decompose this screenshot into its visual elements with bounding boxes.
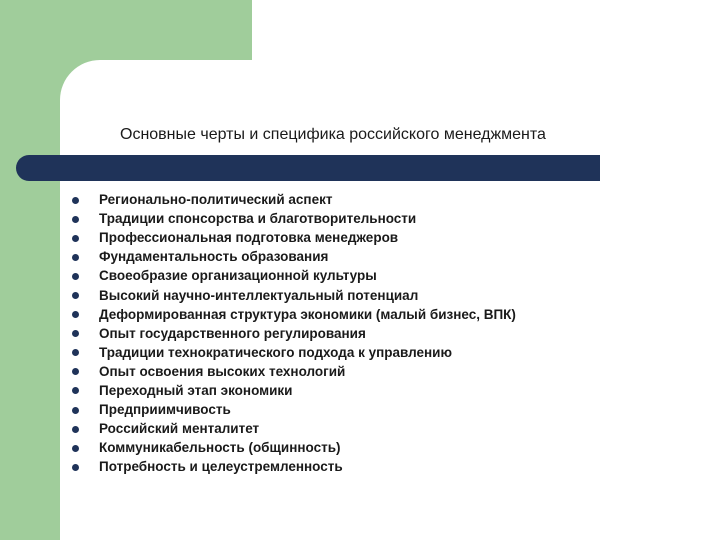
list-item — [72, 228, 516, 247]
list-item — [72, 247, 516, 266]
bullet-dot-icon — [72, 292, 79, 299]
list-item-text: Коммуникабельность (общинность) — [99, 440, 341, 456]
list-item — [72, 324, 516, 343]
bullet-dot-icon — [72, 216, 79, 223]
list-item — [72, 305, 516, 324]
bullet-dot-icon — [72, 273, 79, 280]
list-item — [72, 343, 516, 362]
list-item-text: Своеобразие организационной культуры — [99, 268, 377, 284]
list-item-text: Опыт государственного регулирования — [99, 325, 366, 341]
list-item-text: Традиции спонсорства и благотворительности — [99, 211, 417, 227]
title-underline-bar — [16, 155, 600, 181]
bullet-dot-icon — [72, 407, 79, 414]
bullet-dot-icon — [72, 349, 79, 356]
bullet-dot-icon — [72, 445, 79, 452]
list-item — [72, 419, 516, 438]
list-item-text: Потребность и целеустремленность — [99, 459, 343, 475]
bullet-list — [72, 190, 516, 476]
list-item — [72, 457, 516, 476]
list-item — [72, 381, 516, 400]
list-item-text: Переходный этап экономики — [99, 382, 293, 398]
bullet-dot-icon — [72, 368, 79, 375]
list-item — [72, 209, 516, 228]
list-item — [72, 190, 516, 209]
list-item — [72, 362, 516, 381]
list-item-text: Профессиональная подготовка менеджеров — [99, 230, 399, 246]
list-item — [72, 266, 516, 285]
bullet-dot-icon — [72, 235, 79, 242]
list-item-text: Высокий научно-интеллектуальный потенциал — [99, 287, 419, 303]
list-item-text: Предприимчивость — [99, 402, 231, 418]
list-item — [72, 285, 516, 304]
slide-title: Основные черты и специфика российского менеджмента — [120, 126, 546, 143]
list-item-text: Российский менталитет — [99, 421, 260, 437]
list-item-text: Традиции технократического подхода к управлению — [99, 344, 453, 360]
bullet-dot-icon — [72, 254, 79, 261]
list-item-text: Регионально-политический аспект — [99, 192, 333, 208]
bullet-dot-icon — [72, 197, 79, 204]
list-item-text: Фундаментальность образования — [99, 249, 329, 265]
list-item-text: Деформированная структура экономики (малый бизнес, ВПК) — [99, 306, 516, 322]
list-item-text: Опыт освоения высоких технологий — [99, 363, 346, 379]
list-item — [72, 438, 516, 457]
bullet-dot-icon — [72, 464, 79, 471]
bullet-dot-icon — [72, 387, 79, 394]
bullet-dot-icon — [72, 330, 79, 337]
bullet-dot-icon — [72, 426, 79, 433]
list-item — [72, 400, 516, 419]
bullet-dot-icon — [72, 311, 79, 318]
